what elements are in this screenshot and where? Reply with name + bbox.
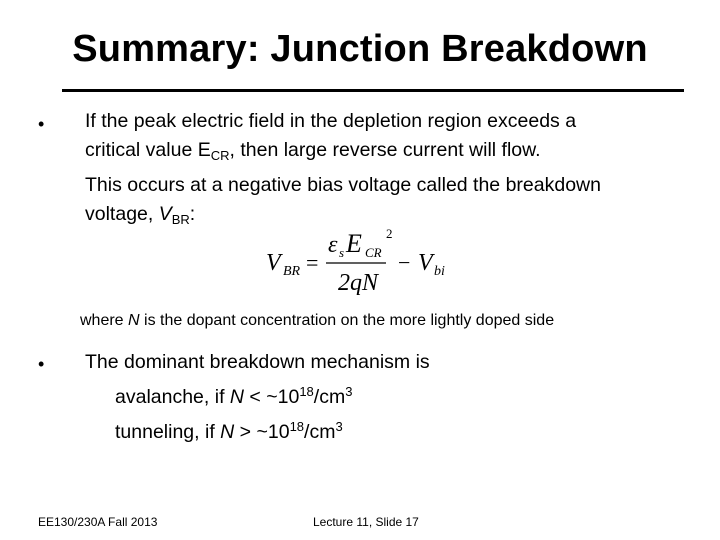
formula-field-sub: CR (365, 245, 382, 260)
avalanche-exponent: 18 (299, 384, 314, 399)
tunneling-unit: /cm (304, 421, 336, 443)
footer-slide-number: Lecture 11, Slide 17 (313, 515, 419, 529)
bullet1-line3: This occurs at a negative bias voltage called the breakdown (85, 174, 601, 196)
bullet1-line2-pre: critical value E (85, 139, 211, 161)
formula-minus: − (398, 250, 411, 275)
bullet2-line2 (115, 383, 352, 412)
formula-rhs-sub: bi (434, 264, 445, 279)
avalanche-threshold: < ~10 (244, 386, 300, 408)
formula-epsilon-sub: s (339, 245, 345, 260)
avalanche-unit-exponent: 3 (345, 384, 353, 399)
ecr-subscript: CR (210, 148, 230, 163)
bullet1-line4 (85, 200, 195, 229)
tunneling-unit-exponent: 3 (335, 419, 343, 434)
bullet1-line2-post: , then large reverse current will flow. (229, 139, 541, 161)
note-post: is the dopant concentration on the more lightly doped side (139, 312, 555, 329)
formula-rhs: V (418, 250, 433, 276)
formula-lhs: V (266, 250, 281, 276)
dopant-note (80, 312, 554, 330)
bullet1-line1: If the peak electric field in the depletion region exceeds a (85, 110, 577, 132)
bullet1-line2 (85, 136, 541, 165)
bullet1-line4-pre: voltage, (85, 203, 159, 225)
vbr-subscript: BR (171, 212, 190, 227)
bullet1-line4-post: : (189, 203, 196, 225)
formula-denominator: 2qN (338, 270, 379, 296)
footer-course: EE130/230A Fall 2013 (38, 515, 158, 529)
vbr-variable: V (158, 203, 172, 225)
tunneling-exponent: 18 (289, 419, 305, 434)
avalanche-text: avalanche, if (115, 386, 230, 408)
bullet-marker: • (38, 114, 45, 134)
formula-epsilon: ε (328, 232, 338, 258)
formula-field: E (346, 229, 362, 258)
bullet2-line1: The dominant breakdown mechanism is (85, 351, 430, 373)
tunneling-threshold: > ~10 (234, 421, 290, 443)
formula-power: 2 (386, 226, 393, 241)
bullet-marker: • (38, 354, 45, 374)
avalanche-unit: /cm (313, 386, 346, 408)
bullet2-line3 (115, 418, 343, 447)
title-divider (62, 89, 684, 92)
breakdown-voltage-formula (262, 224, 462, 300)
formula-equals: = (306, 250, 319, 275)
avalanche-variable: N (229, 386, 244, 408)
note-pre: where (80, 312, 129, 329)
formula-lhs-sub: BR (283, 264, 301, 279)
tunneling-variable: N (220, 421, 235, 443)
tunneling-text: tunneling, if (115, 421, 221, 443)
slide-title: Summary: Junction Breakdown (72, 28, 648, 70)
note-variable: N (128, 312, 140, 329)
